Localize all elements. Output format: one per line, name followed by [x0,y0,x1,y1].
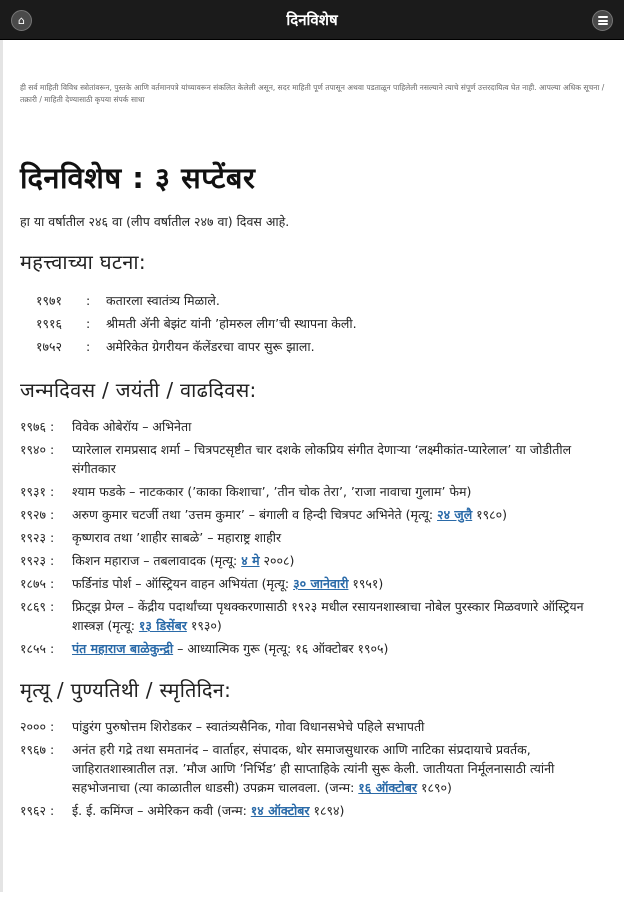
event-text: श्रीमती अ‍ॅनी बेझंट यांनी ’होमरुल लीग’ची स्थापना केली. [106,316,357,331]
birth-item [20,574,612,593]
death-item [20,740,612,797]
birth-text-after: – आध्यात्मिक गुरू (मृत्यू: १६ ऑक्टोबर १९०५) [173,641,389,656]
birth-year: १९२३ : [20,553,55,568]
birth-text: फ्रिट्झ प्रेग्ल – केंद्रीय पदार्थांच्या पृथक्करणासाठी १९२३ मधील रसायनशास्त्राचा नोबेल पुरस्कार मिळवणारे ऑस्ट्रियन शास्त्रज्ञ (मृत्यू: [72,599,584,633]
deaths-list [20,717,612,820]
birth-item [20,440,612,478]
events-list [20,289,612,358]
birth-item [20,482,612,501]
births-list [20,417,612,658]
date-link[interactable]: १६ ऑक्टोबर [358,780,418,795]
event-item [36,289,612,312]
death-item [20,801,612,820]
left-border [0,40,3,900]
intro-text: हा या वर्षातील २४६ वा (लीप वर्षातील २४७ वा) दिवस आहे. [20,214,290,229]
birth-text: विवेक ओबेरॉय – अभिनेता [72,419,192,434]
date-link[interactable]: १३ डिसेंबर [138,618,187,633]
birth-year: १९४० : [20,442,55,457]
deaths-heading: मृत्यू / पुण्यतिथी / स्मृतिदिन: [20,678,232,702]
birth-text-after: १९५१) [348,576,384,591]
event-item [36,312,612,335]
death-item [20,717,612,736]
death-text: पांडुरंग पुरुषोत्तम शिरोडकर – स्वातंत्र्यसैनिक, गोवा विधानसभेचे पहिले सभापती [72,719,425,734]
page-title: दिनविशेष : ३ सप्टेंबर [20,161,256,195]
birth-item [20,639,612,658]
event-text: अमेरिकेत ग्रेगरीयन कॅलेंडरचा वापर सुरू झाला. [106,339,315,354]
date-link[interactable]: ३० जानेवारी [293,576,349,591]
event-sep: : [86,339,91,354]
birth-text: कृष्णराव तथा ’शाहीर साबळे’ – महाराष्ट्र शाहीर [72,530,282,545]
birth-text: अरुण कुमार चटर्जी तथा ’उत्तम कुमार’ – बंगाली व हिन्दी चित्रपट अभिनेते (मृत्यू: [72,507,438,522]
birth-text: किशन महाराज – तबलावादक (मृत्यू: [72,553,242,568]
birth-text-after: १९८०) [472,507,508,522]
birth-year: १८६९ : [20,599,55,614]
event-sep: : [86,316,91,331]
event-item [36,335,612,358]
birth-text: प्यारेलाल रामप्रसाद शर्मा – चित्रपटसृष्टीत चार दशके लोकप्रिय संगीत देणाऱ्या ‘लक्ष्मीकांत-प्यारेलाल’ या जोडीतील संगीतकार [72,442,572,476]
bottom-edge [0,892,624,900]
death-text: ई. ई. कमिंग्ज – अमेरिकन कवी (जन्म: [72,803,251,818]
birth-item [20,551,612,570]
event-text: कतारला स्वातंत्र्य मिळाले. [106,293,220,308]
events-heading: महत्त्वाच्या घटना: [20,250,146,274]
main-content [20,82,612,824]
birth-item [20,597,612,635]
death-text-after: १८९०) [417,780,452,795]
birth-year: १९२७ : [20,507,55,522]
person-link[interactable]: पंत महाराज बाळेकुन्द्री [72,641,174,656]
birth-text: फर्डिनांड पोर्श – ऑस्ट्रियन वाहन अभियंता (मृत्यू: [72,576,294,591]
event-year: १७५२ [36,339,63,354]
death-year: १९६२ : [20,803,55,818]
death-year: २००० : [20,719,55,734]
date-link[interactable]: ४ मे [241,553,260,568]
death-text: अनंत हरी गद्रे तथा समतानंद – वार्ताहर, संपादक, थोर समाजसुधारक आणि नाटिका संप्रदायाचे प्रवर्तक, जाहिरातशास्त्रातील तज्ञ. ’मौज आणि ’निर्भिड’ ही साप्ताहिके त्यांनी सुरू केली. जातीयता निर्मूलनासाठी त्यांनी सहभोजनाचा (त्या काळातील धाडसी) उपक्रम चालवला. (जन्म: [72,742,555,795]
home-icon[interactable]: ⌂ [11,10,32,31]
event-year: १९१६ [36,316,63,331]
date-link[interactable]: २४ जुलै [437,507,473,522]
death-year: १९६७ : [20,742,55,757]
death-text-after: १८९४) [309,803,345,818]
birth-text-after: २००८) [259,553,295,568]
birth-year: १८५५ : [20,641,55,656]
date-link[interactable]: १४ ऑक्टोबर [250,803,310,818]
birth-item [20,528,612,547]
birth-item [20,417,612,436]
birth-year: १९३१ : [20,484,55,499]
birth-year: १९७६ : [20,419,55,434]
page-header-title: दिनविशेष [286,10,338,29]
births-heading: जन्मदिवस / जयंती / वाढदिवस: [20,378,257,402]
event-sep: : [86,293,91,308]
birth-text: श्याम फडके – नाटककार (’काका किशाचा’, ’तीन चोक तेरा’, ’राजा नावाचा गुलाम’ फेम) [72,484,472,499]
event-year: १९७१ [36,293,63,308]
birth-text-after: १९३०) [186,618,222,633]
birth-year: १९२३ : [20,530,55,545]
birth-item [20,505,612,524]
birth-year: १८७५ : [20,576,55,591]
menu-icon[interactable] [592,10,613,31]
disclaimer-text: ही सर्व माहिती विविध स्त्रोतांवरून, पुस्तके आणि वर्तमानपत्रे यांच्यावरून संकलित केलेली असून, सदर माहिती पूर्ण तपासून अथवा पडताळून पाहिलेली नसल्याने त्याचे संपूर्ण उत्तरदायित्व घेत नाही. आपल्या अधिक सूचना / तक्रारी / माहिती देण्यासाठी कृपया संपर्क साधा [20,83,605,104]
top-bar [0,0,624,40]
